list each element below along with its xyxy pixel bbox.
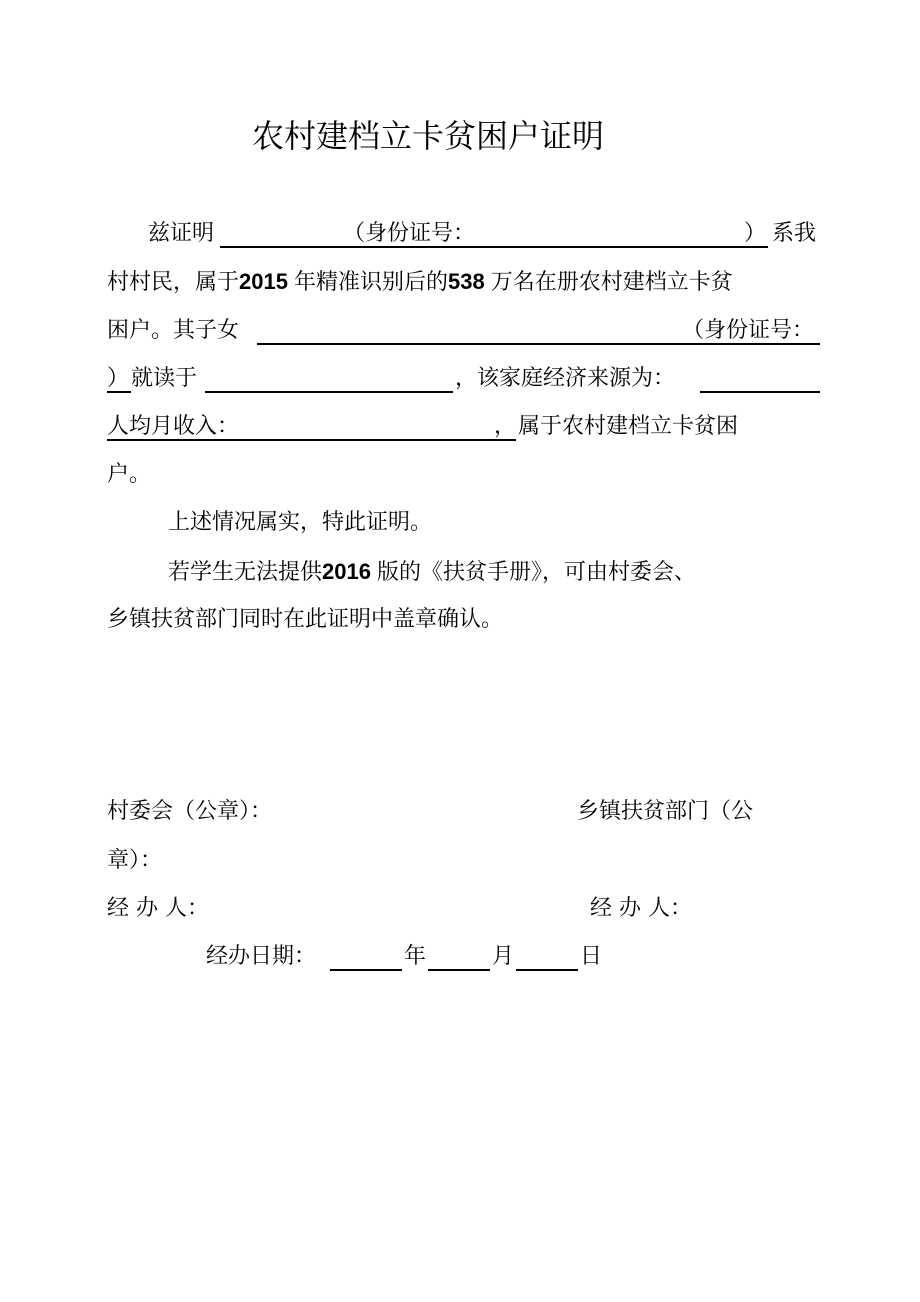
note-text-1	[168, 556, 696, 589]
year-2016: 2016	[322, 559, 371, 584]
id-number-label: （身份证号：	[343, 221, 476, 246]
year-label: 年	[404, 944, 427, 969]
text-xi-wo: 系我	[772, 221, 817, 246]
monthly-income-label: 人均月收入：	[107, 414, 240, 439]
day-label: 日	[580, 944, 603, 969]
text-children: 困户。其子女	[107, 318, 240, 343]
text-household: 户。	[107, 462, 152, 487]
note-suffix: 版的《扶贫手册》，可由村委会、	[376, 560, 696, 585]
year-2015: 2015	[239, 269, 288, 294]
month-label: 月	[492, 944, 515, 969]
close-paren: ）	[744, 221, 767, 246]
note-text-2: 乡镇扶贫部门同时在此证明中盖章确认。	[107, 607, 504, 632]
town-seal-label: 乡镇扶贫部门（公	[577, 799, 754, 824]
close-paren-2: ）	[107, 366, 130, 391]
school-underline	[205, 391, 453, 393]
statement-text: 上述情况属实，特此证明。	[168, 510, 433, 535]
town-seal-label-cont: 章）：	[107, 848, 163, 873]
villager-prefix: 村村民，属于	[107, 270, 240, 295]
income-source-label: ，该家庭经济来源为：	[455, 366, 676, 391]
child-id-label: （身份证号：	[682, 318, 815, 343]
number-538: 538	[447, 269, 485, 294]
date-label: 经办日期：	[206, 944, 317, 969]
registered-text: 万名在册农村建档立卡贫	[490, 270, 733, 295]
day-underline	[516, 969, 578, 971]
income-source-underline	[700, 391, 820, 393]
text-certify: 兹证明	[148, 221, 215, 246]
comma: ，	[494, 414, 517, 439]
handler-right-label: 经 办 人：	[590, 896, 692, 921]
village-seal-label: 村委会（公章）：	[107, 799, 273, 824]
note-prefix: 若学生无法提供	[168, 560, 323, 585]
identification-text: 年精准识别后的	[293, 270, 448, 295]
month-underline	[428, 969, 490, 971]
text-villager	[107, 266, 733, 299]
year-underline	[330, 969, 402, 971]
text-belongs-poor: 属于农村建档立卡贫困	[518, 414, 739, 439]
text-study-at: 就读于	[131, 366, 198, 391]
name-blank-underline	[220, 246, 768, 248]
handler-left-label: 经 办 人：	[107, 896, 209, 921]
document-title: 农村建档立卡贫困户证明	[252, 117, 605, 155]
